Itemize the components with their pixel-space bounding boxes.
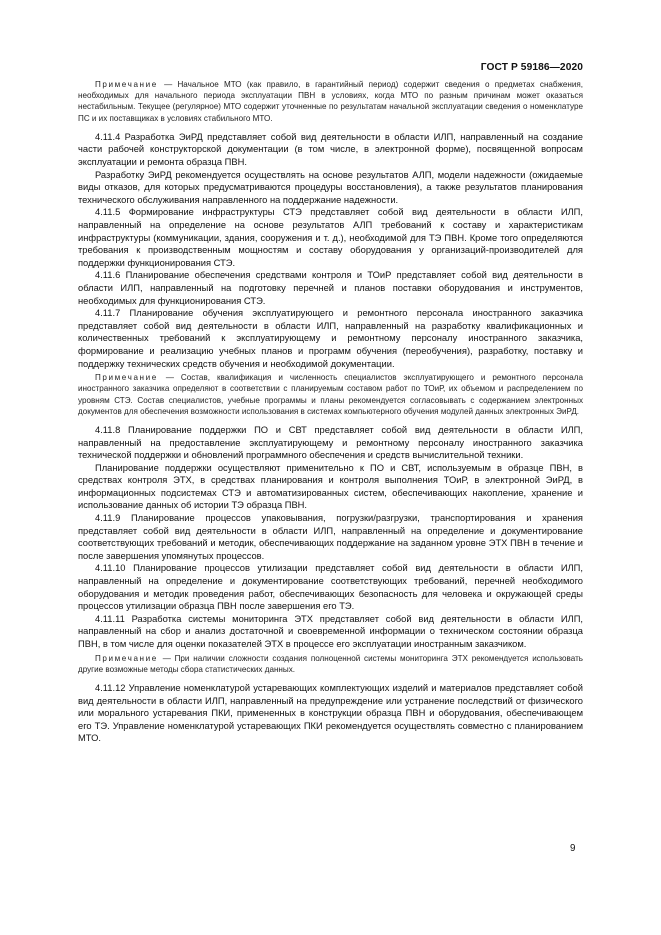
note-initial-mto	[78, 79, 583, 124]
paragraph-4-11-4: 4.11.4 Разработка ЭиРД представляет собой вид деятельности в области ИЛП, направленный на создание части рабочей конструкторской документации (в том числе, в электронной форме), посвященной вопросам эксплуатации и ремонта образца ПВН.	[78, 131, 583, 167]
note-monitoring	[78, 653, 583, 675]
paragraph-support-planning: Планирование поддержки осуществляют применительно к ПО и СВТ, используемым в образце ПВН, в средствах контроля ЭТХ, в средствах планирования и контроля выполнения ТОиР, в электронной ЭиРД, в информационных подсистемах СТЭ и автоматизированных систем, обеспечивающих накопление, хранение и использование данных об истории ТЭ образца ПВН.	[78, 462, 583, 511]
note-personnel	[78, 372, 583, 417]
paragraph-4-11-9: 4.11.9 Планирование процессов упаковывания, погрузки/разгрузки, транспортирования и хранения представляет собой вид деятельности в области ИЛП, направленный на определение и документирование соответствующих требований и методик, обеспечивающих поддержание на заданном уровне ЭТХ ПВН в течение и после завершения упомянутых процессов.	[78, 513, 583, 561]
note-text: — Начальное МТО (как правило, в гарантийный период) содержит сведения о предметах снабжения, необходимых для начального периода эксплуатации ПВН в условиях, когда МТО по разным причинам может оказаться нестабильным. Текущее (регулярное) МТО содержит уточненные по результатам начальной эксплуатации сведения о номенклатуре ПС и их поставщиках в условиях стабильного МТО.	[78, 80, 583, 123]
note-label: Примечание	[95, 653, 158, 663]
page-number: 9	[570, 843, 576, 854]
standard-header: ГОСТ Р 59186—2020	[480, 62, 583, 73]
note-text: — При наличии сложности создания полноценной системы мониторинга ЭТХ рекомендуется использовать другие возможные методы сбора статистических данных.	[78, 653, 583, 674]
document-body	[78, 79, 583, 745]
paragraph-4-11-8: 4.11.8 Планирование поддержки ПО и СВТ представляет собой вид деятельности в области ИЛП, направленный на предоставление эксплуатирующему и ремонтному персоналу иностранного заказчика технической поддержки и обновлений программного обеспечения и средств вычислительной техники.	[78, 424, 583, 461]
paragraph-4-11-7: 4.11.7 Планирование обучения эксплуатирующего и ремонтного персонала иностранного заказчика представляет собой вид деятельности в области ИЛП, направленный на разработку квалификационных и количественных требований к эксплуатирующему и ремонтному персоналу иностранного заказчика, формирование и реализацию учебных планов и программ обучения (переобучения), разработку, поставку и поддержку технических средств обучения и необходимой документации.	[78, 308, 583, 369]
paragraph-eird-development: Разработку ЭиРД рекомендуется осуществлять на основе результатов АЛП, модели надежности (ожидаемые виды отказов, для которых предусматриваются процедуры восстановления), а также результатов планирования технического обслуживания направленного на поддержание надежности.	[78, 169, 583, 205]
note-text: — Состав, квалификация и численность специалистов эксплуатирующего и ремонтного персонала иностранного заказчика определяют в соответствии с планируемым составом работ по ТОиР, их объемом и распределением по уровням СТЭ. Состав специалистов, учебные программы и планы рекомендуется согласовывать с содержанием электронных документов для обеспечения возможности использования в системах компьютерного обучения модулей данных электронных ЭиРД.	[78, 373, 584, 416]
paragraph-4-11-6: 4.11.6 Планирование обеспечения средствами контроля и ТОиР представляет собой вид деятельности в области ИЛП, направленный на подготовку перечней и планов поставки оборудования и инструментов, необходимых для функционирования СТЭ.	[78, 270, 583, 306]
note-label: Примечание	[95, 373, 158, 383]
paragraph-4-11-5: 4.11.5 Формирование инфраструктуры СТЭ представляет собой вид деятельности в области ИЛП, направленный на определение на основе результатов АЛП требований к составу и характеристикам инфраструктуры (коммуникации, здания, сооружения и т. д.), необходимой для ТЭ ПВН. Кроме того определяются требования к производственным мощностям и составу оборудования у организаций-производителей для поддержки функционирования СТЭ.	[78, 207, 583, 268]
paragraph-4-11-12: 4.11.12 Управление номенклатурой устаревающих комплектующих изделий и материалов представляет собой вид деятельности в области ИЛП, направленный на предупреждение или устранение последствий от физического или морального устаревания ПКИ, примененных в конструкции образца ПВН и оборудования, обеспечивающем его ТЭ. Управление номенклатурой устаревающих ПКИ рекомендуется осуществлять совместно с планированием МТО.	[78, 683, 583, 744]
paragraph-4-11-11: 4.11.11 Разработка системы мониторинга ЭТХ представляет собой вид деятельности в области ИЛП, направленный на сбор и анализ достаточной и своевременной информации о техническом состоянии образца ПВН, в том числе для оценки показателей ЭТХ в процессе его эксплуатации иностранным заказчиком.	[78, 613, 583, 649]
note-label: Примечание	[95, 80, 158, 89]
paragraph-4-11-10: 4.11.10 Планирование процессов утилизации представляет собой вид деятельности в области ИЛП, направленный на определение и документирование соответствующих требований, перечней необходимого оборудования и методик проведения работ, обеспечивающих безопасность для человека и окружающей среды процессов утилизации образца ПВН после завершения его ТЭ.	[78, 563, 583, 612]
